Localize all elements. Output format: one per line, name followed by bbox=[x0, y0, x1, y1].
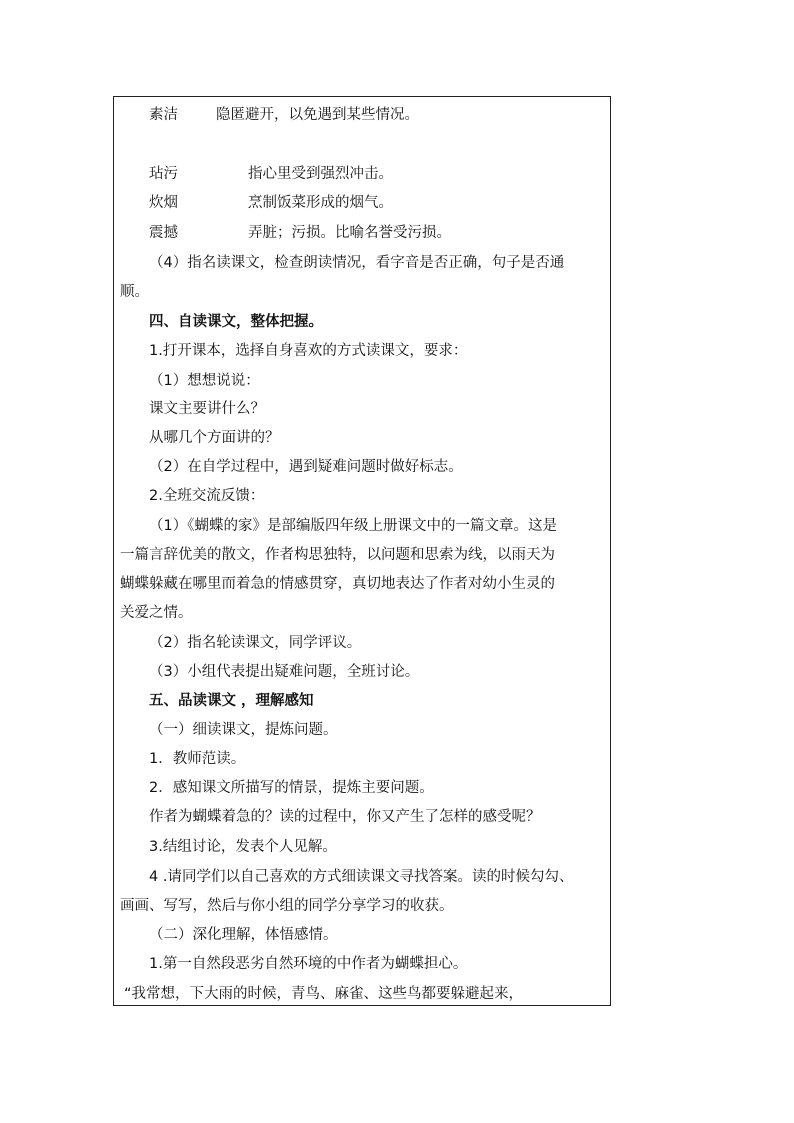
paragraph-line: 关爱之情。 bbox=[120, 605, 193, 621]
glossary-definition: 指心里受到强烈冲击。 bbox=[248, 166, 393, 182]
glossary-definition: 弄脏；污损。比喻名誉受污损。 bbox=[248, 225, 451, 241]
paragraph-line: 4 .请同学们以自己喜欢的方式细读课文寻找答案。读的时候勾勾、 bbox=[149, 869, 574, 885]
paragraph-line: 课文主要讲什么？ bbox=[149, 401, 265, 417]
paragraph-line: （1）《蝴蝶的家》是部编版四年级上册课文中的一篇文章。这是 bbox=[149, 518, 557, 534]
paragraph-line: 作者为蝴蝶着急的？读的过程中，你又产生了怎样的感受呢？ bbox=[149, 809, 541, 825]
paragraph-line: 蝴蝶躲藏在哪里而着急的情感贯穿，真切地表达了作者对幼小生灵的 bbox=[120, 576, 555, 592]
paragraph-line: 1.第一自然段恶劣自然环境的中作者为蝴蝶担心。 bbox=[149, 956, 468, 972]
paragraph-line: 1．教师范读。 bbox=[149, 751, 246, 767]
paragraph-line: 3.结组讨论，发表个人见解。 bbox=[149, 839, 337, 855]
paragraph-line: “我常想，下大雨的时候，青鸟、麻雀、这些鸟都要躲避起来， bbox=[124, 986, 524, 1002]
paragraph-line: （4）指名读课文，检查朗读情况，看字音是否正确，句子是否通 bbox=[149, 255, 565, 271]
paragraph-line: （二）深化理解，体悟感情。 bbox=[149, 927, 338, 943]
paragraph-line: 2.全班交流反馈： bbox=[149, 488, 265, 504]
glossary-term: 玷污 bbox=[149, 166, 178, 182]
paragraph-line: （1）想想说说： bbox=[149, 373, 260, 389]
section-heading: 四、自读课文，整体把握。 bbox=[149, 314, 323, 330]
paragraph-line: 2．感知课文所描写的情景，提炼主要问题。 bbox=[149, 780, 434, 796]
paragraph-line: 画画、写写，然后与你小组的同学分享学习的收获。 bbox=[120, 898, 454, 914]
paragraph-line: （2）在自学过程中，遇到疑难问题时做好标志。 bbox=[149, 459, 463, 475]
paragraph-line: （3）小组代表提出疑难问题，全班讨论。 bbox=[149, 664, 420, 680]
paragraph-line: 一篇言辞优美的散文，作者构思独特，以问题和思索为线，以雨天为 bbox=[120, 547, 555, 563]
section-heading: 五、品读课文 ，理解感知 bbox=[149, 693, 314, 709]
glossary-definition: 隐匿避开，以免遇到某些情况。 bbox=[216, 107, 419, 123]
glossary-term: 素洁 bbox=[149, 107, 178, 123]
paragraph-line: 顺。 bbox=[120, 284, 149, 300]
glossary-definition: 烹制饭菜形成的烟气。 bbox=[248, 195, 393, 211]
glossary-term: 炊烟 bbox=[149, 195, 178, 211]
glossary-term: 震撼 bbox=[149, 225, 178, 241]
paragraph-line: （2）指名轮读课文，同学评议。 bbox=[149, 635, 362, 651]
paragraph-line: （一）细读课文，提炼问题。 bbox=[149, 722, 338, 738]
paragraph-line: 从哪几个方面讲的？ bbox=[149, 430, 280, 446]
paragraph-line: 1.打开课本，选择自身喜欢的方式读课文，要求： bbox=[149, 343, 468, 359]
